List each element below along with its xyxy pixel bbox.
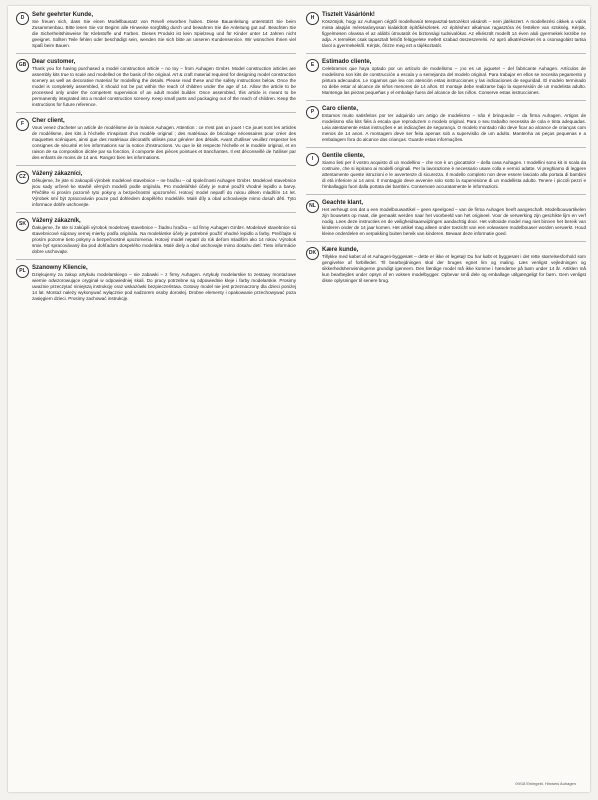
section-nl: [306, 200, 586, 242]
language-badge-es: E: [306, 59, 319, 72]
language-badge-pt: P: [306, 106, 319, 119]
section-title: Estimado cliente,: [322, 59, 372, 65]
language-badge-nl: NL: [306, 200, 319, 213]
section-title: Tisztelt Vásárlónk!: [322, 12, 375, 18]
section-title: Vážený zákazník,: [32, 218, 81, 224]
section-text: Het verheugt ons dat u een modelbouwartikel – geen speelgoed – van de firma Auhagen heeft aangeschaft. Modelbouwartikelen zijn bouwsets op maat, die gemaakt werden naar het voorbeeld van het origineel. Voor de verwerking zijn geschikte lijm en verf nodig. Lees deze instructies en de veiligheidsaanwijzingen aandachtig door. Het voltooide model mag niet binnen het bereik van kinderen onder de 14 jaar komen. Het artikel mag alleen onder toezicht van een volwassen modelbouwer worden verwerkt. Houd kleine onderdelen en verpakking buiten bereik van kinderen. Bewaar deze informatie goed.: [322, 207, 586, 236]
section-pl: [16, 265, 296, 302]
section-title: Cher client,: [32, 118, 65, 124]
section-text: Celebramos que haya optado por un artículo de modelismo – ¡no es un juguete! – del fabricante Auhagen. Artículos de modelismo son kits de construcción a escala y a semejanza del modelo original. Para trabajar en ellos se necesita pegamento y pintura adecuados. Le rogamos que lea con atención estas instrucciones y las indicaciones de seguridad. El modelo terminado no debe estar al alcance de niños menores de 14 años. El montaje debe realizarse bajo la supervisión de un modelista adulto. Mantenga las piezas pequeñas y el embalaje fuera del alcance de los niños. Conserve estas instrucciones.: [322, 66, 586, 95]
section-de: [16, 12, 296, 54]
language-badge-cz: CZ: [16, 171, 29, 184]
section-text: Thank you for having purchased a model construction article – no toy – from Auhagen GmbH. Model construction articles are assembly kits true to scale and modelled on the basis of the original. Art & craft material required for designing model construction scenery as well as decorative material for modelling the details. Please read these and the safety instructions below. Once the model is completely assembled, it should not be put within the reach of children under the age of 14. Allow the article to be processed only under the competent supervision of an adult model builder. Once assembled, this article is meant to be permanently integrated into a model construction scenery. Keep small parts and packaging out of the reach of children. Keep the instructions for future reference.: [32, 66, 296, 107]
section-title: Dear customer,: [32, 59, 76, 65]
instruction-sheet: [8, 6, 590, 792]
section-pt: [306, 106, 586, 148]
section-title: Caro cliente,: [322, 106, 359, 112]
section-cz: [16, 171, 296, 213]
language-badge-hu: H: [306, 12, 319, 25]
section-title: Vážený zákazníci,: [32, 171, 83, 177]
section-text: Vous venez d'acheter un article de modélisme de la maison Auhagen. Attention : ce n'est pas un jouet ! Ce jouet sont les articles de modélisme, des kits à l'échelle s'inspirant d'un modèle original ; des matériaux de bricolage nécessaires pour créer des maquettes scéniques, ainsi que des matériaux décoratifs utilisés pour générer des détails. Avant d'utiliser veuillez respecter les consignes de sécurité et les informations sur la notice d'instructions. Vu que le kit respecte l'échelle et le modèle original, et en raison de sa composition dictée par sa fonction, il comporte des pièces pointues et tranchantes. Il est déconseillé de l'utiliser par des enfants de moins de 14 ans. Rangez bien les informations.: [32, 125, 296, 160]
left-column: [16, 12, 296, 307]
section-sk: [16, 218, 296, 260]
footer-code: 09/18 Einlegebl. Hinweis Auhagen: [515, 781, 576, 786]
section-title: Geachte klant,: [322, 200, 364, 206]
section-es: [306, 59, 586, 101]
section-hu: [306, 12, 586, 54]
section-fr: [16, 118, 296, 166]
section-text: Tillykke med købet af et Auhagen-byggesæt – dette er ikke et legetøj! Du har købt et byggesæt i det rette størrelsesforhold som gengivelse af forbilledet. Til bearbejdningen skal der bruges egnet lim og maling. Læs venligst vejledningen og sikkerhedshenvisningerne grundigt igennem. Den færdige model må ikke komme i hænderne på børn under 14 år. Artiklen må kun bearbejdes under opsyn af en voksen modelbygger. Opbevar små dele og emballage utilgængeligt for børn. Gem venligst disse oplysninger til senere brug.: [322, 254, 586, 283]
language-badge-fr: F: [16, 118, 29, 131]
language-badge-de: D: [16, 12, 29, 25]
language-badge-pl: PL: [16, 265, 29, 278]
language-badge-sk: SK: [16, 218, 29, 231]
section-text: Estamos muito satisfeitos por ter adquirido um artigo de modelismo – não é brinquedo! – da firma Auhagen. Artigos de modelismo são kits fiéis à escala que reproduzem o modelo original. Para o seu trabalho necessita de cola e tinta adequadas. Leia atentamente estas instruções e as indicações de segurança. O modelo montado não deve ficar ao alcance de crianças com menos de 14 anos. A montagem deve ser feita apenas sob a supervisão de um adulto. Mantenha as peças pequenas e a embalagem fora do alcance das crianças. Guarde estas informações.: [322, 113, 586, 142]
language-badge-dk: DK: [306, 247, 319, 260]
section-gb: [16, 59, 296, 113]
section-it: [306, 153, 586, 195]
section-title: Sehr geehrter Kunde,: [32, 12, 94, 18]
section-text: Sie freuen sich, dass Sie einen Modellbausatz von Revell erworben haben. Diese Bauanleitung unterstützt Sie beim Zusammenbau. Bitte lesen Sie vor Beginn alle Hinweise sorgfältig durch und bewahren Sie die Anleitung gut auf. Beachten Sie die Sicherheitshinweise für Klebstoffe und Farben. Dieses Produkt ist kein Spielzeug und für Kinder unter 14 Jahren nicht geeignet. Sollten Teile fehlen oder beschädigt sein, wenden Sie sich bitte an unseren Kundenservice. Wir wünschen Ihnen viel Spaß beim Bauen.: [32, 19, 296, 48]
section-title: Szanowny Kliencie,: [32, 265, 88, 271]
section-text: Děkujeme, že jste si zakoupili výrobek modelové stavebnice – ne hračku – od společnosti Auhagen GmbH. Modelové stavebnice jsou sady určené ke stavbě věrných modelů podle originálu. Pro modelářské účely je nutné použít vhodné lepidlo a barvy. Přečtěte si prosím pozorně tyto pokyny a bezpečnostní upozornění. Hotový model nepatří do rukou dětem mladším 14 let. Výrobek smí být zpracováván pouze pod dohledem dospělého modeláře. Malé díly a obal uchovávejte mimo dosah dětí. Tyto informace dobře uschovejte.: [32, 178, 296, 207]
section-text: Ďakujeme, že ste si zakúpili výrobok modelovej stavebnice – žiadnu hračku – od firmy Auhagen GmbH. Modelové stavebnice sú stavebnicové súpravy vernej mierky podľa originálu. Na modelárske účely je potrebné použiť vhodné lepidlo a farby. Prečítajte si prosím pozorne tieto pokyny a bezpečnostné upozornenia. Hotový model nepatrí do rúk deťom mladším ako 14 rokov. Výrobok smie byť spracovávaný iba pod dohľadom dospelého modelára. Malé diely a obal uschovajte mimo dosahu detí. Tieto informácie dobre uschovajte.: [32, 225, 296, 254]
section-text: Köszönjük, hogy az Auhagen cégtől modellvasút terepasztal-tartozékot vásárolt – nem játékszert. A modellezési cikkek a valós minta alapján méretarányosan kialakított építőkészletek. Az építéshez alkalmas ragasztóra és festékre van szükség. Kérjük, figyelmesen olvassa el az alábbi útmutatót és biztonsági tudnivalókat. Az elkészült modellt 14 éven aluli gyermekek kezébe ne adja. A terméket csak tapasztalt felnőtt felügyelete mellett szabad összeszerelni. Az apró alkatrészeket és a csomagolást tartsa távol a gyermekektől. Kérjük, őrizze meg ezt a tájékoztatót.: [322, 19, 586, 48]
language-badge-it: I: [306, 153, 319, 166]
right-column: [306, 12, 586, 289]
section-text: Dziękujemy za zakup artykułu modelarskiego – nie zabawki – z firmy Auhagen. Artykuły modelarskie to zestawy montażowe wiernie odwzorowujące oryginał w odpowiedniej skali. Do pracy potrzebne są odpowiednie kleje i farby modelarskie. Prosimy uważnie przeczytać niniejszą instrukcję oraz wskazówki bezpieczeństwa. Gotowy model nie jest przeznaczony dla dzieci poniżej 14 lat. Montaż należy wykonywać wyłącznie pod nadzorem osoby dorosłej. Drobne elementy i opakowanie przechowywać poza zasięgiem dzieci. Prosimy zachować instrukcję.: [32, 272, 296, 301]
language-badge-gb: GB: [16, 59, 29, 72]
section-title: Kære kunde,: [322, 247, 359, 253]
section-text: Siamo lieti per il vostro acquisto di un modellino – che non è un giocattolo! – della casa Auhagen. I modellini sono kit in scala da costruire, che si ispirano ai modelli originali. Per la lavorazione è necessario usare colla e vernici adatte. Vi preghiamo di leggere attentamente queste istruzioni e le avvertenze di sicurezza. Il modello completo non deve essere lasciato alla portata di bambini di età inferiore ai 14 anni. Il montaggio deve avvenire solo sotto la supervisione di un modellista adulto. Tenere i piccoli pezzi e l'imballaggio fuori dalla portata dei bambini. Conservare accuratamente le informazioni.: [322, 160, 586, 189]
section-title: Gentile cliente,: [322, 153, 365, 159]
section-dk: [306, 247, 586, 284]
